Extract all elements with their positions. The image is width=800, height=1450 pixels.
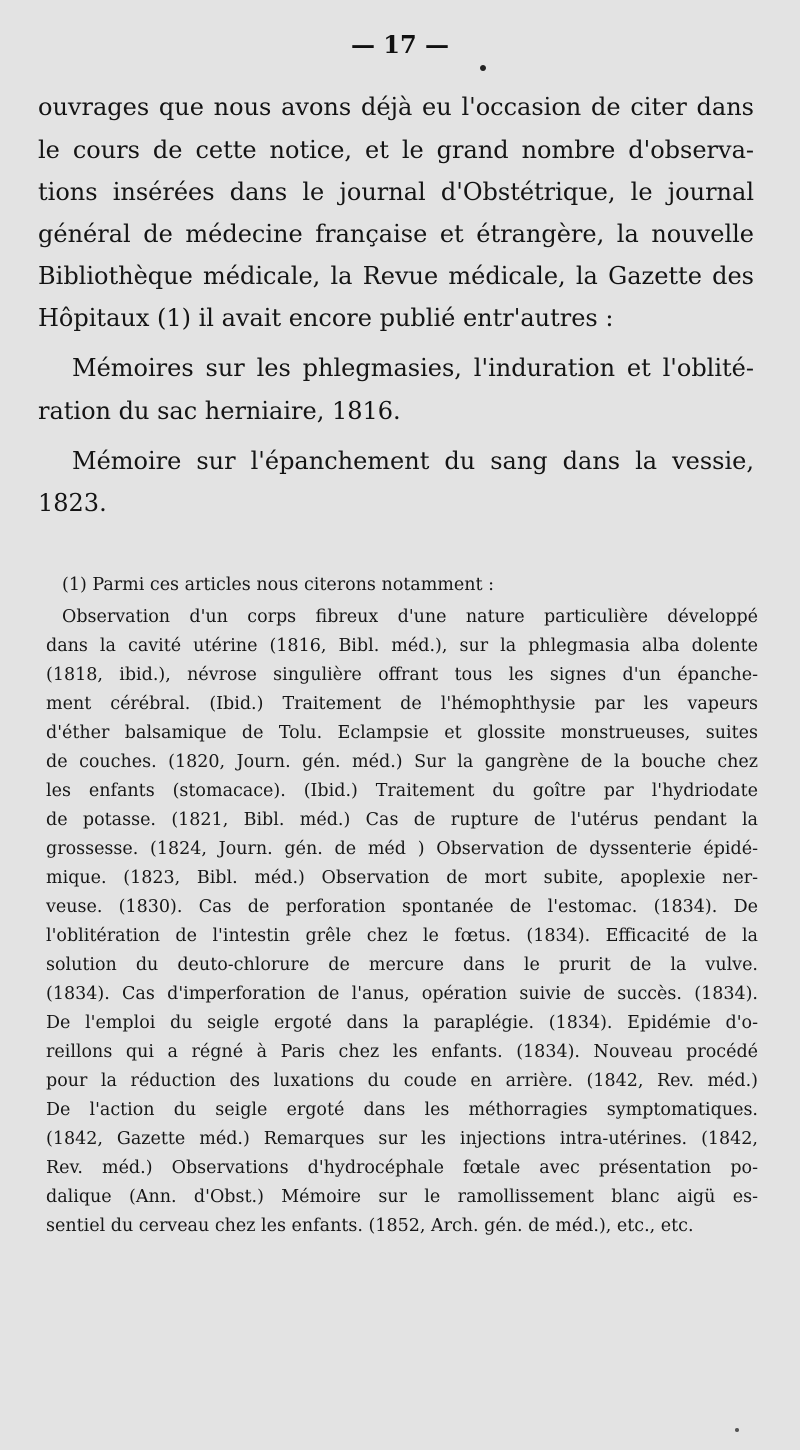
paper-speck [735,1428,739,1432]
footnote-line: d'éther balsamique de Tolu. Eclampsie et glossite monstrueuses, suites [46,723,758,743]
text-line: le cours de cette notice, et le grand nombre d'observa- [38,136,754,164]
footnote-line: De l'emploi du seigle ergoté dans la paraplégie. (1834). Epidémie d'o- [46,1013,758,1033]
text-line: tions insérées dans le journal d'Obstétrique, le journal [38,178,754,206]
text-line: Hôpitaux (1) il avait encore publié entr'autres : [38,304,614,332]
footnote-line: sentiel du cerveau chez les enfants. (1852, Arch. gén. de méd.), etc., etc. [46,1216,694,1236]
footnote-line: pour la réduction des luxations du coude en arrière. (1842, Rev. méd.) [46,1071,758,1091]
text-line: Mémoire sur l'épanchement du sang dans la vessie, [72,447,754,475]
footnote-line: veuse. (1830). Cas de perforation spontanée de l'estomac. (1834). De [46,897,758,917]
footnote-line: les enfants (stomacace). (Ibid.) Traitement du goître par l'hydriodate [46,781,758,801]
footnote-line: (1834). Cas d'imperforation de l'anus, opération suivie de succès. (1834). [46,984,758,1004]
footnote-line: dalique (Ann. d'Obst.) Mémoire sur le ramollissement blanc aigü es- [46,1187,758,1207]
footnote-line: dans la cavité utérine (1816, Bibl. méd.), sur la phlegmasia alba dolente [46,636,758,656]
text-line: ouvrages que nous avons déjà eu l'occasion de citer dans [38,93,754,121]
footnote-line: grossesse. (1824, Journ. gén. de méd ) Observation de dyssenterie épidé- [46,839,758,859]
text-line: Mémoires sur les phlegmasies, l'induration et l'oblité- [72,354,754,382]
footnote-line: de couches. (1820, Journ. gén. méd.) Sur la gangrène de la bouche chez [46,752,758,772]
footnote-line: solution du deuto-chlorure de mercure dans le prurit de la vulve. [46,955,758,975]
footnote-line: l'oblitération de l'intestin grêle chez le fœtus. (1834). Efficacité de la [46,926,758,946]
footnote-line: de potasse. (1821, Bibl. méd.) Cas de rupture de l'utérus pendant la [46,810,758,830]
text-line: Bibliothèque médicale, la Revue médicale, la Gazette des [38,262,754,290]
ink-dot [480,65,486,71]
footnote-line: Observation d'un corps fibreux d'une nature particulière développé [62,607,758,627]
footnote-line: mique. (1823, Bibl. méd.) Observation de mort subite, apoplexie ner- [46,868,758,888]
footnote-line: De l'action du seigle ergoté dans les méthorragies symptomatiques. [46,1100,758,1120]
footnote-line: (1818, ibid.), névrose singulière offrant tous les signes d'un épanche- [46,665,758,685]
footnote-line: ment cérébral. (Ibid.) Traitement de l'hémophthysie par les vapeurs [46,694,758,714]
footnote-line: Rev. méd.) Observations d'hydrocéphale fœtale avec présentation po- [46,1158,758,1178]
text-line: 1823. [38,489,107,517]
text-line: général de médecine française et étrangère, la nouvelle [38,220,754,248]
footnote-line: (1842, Gazette méd.) Remarques sur les injections intra-utérines. (1842, [46,1129,758,1149]
footnote-line: reillons qui a régné à Paris chez les enfants. (1834). Nouveau procédé [46,1042,758,1062]
page-number: — 17 — [350,30,450,59]
text-line: ration du sac herniaire, 1816. [38,397,401,425]
footnote-line: (1) Parmi ces articles nous citerons notamment : [62,575,495,595]
